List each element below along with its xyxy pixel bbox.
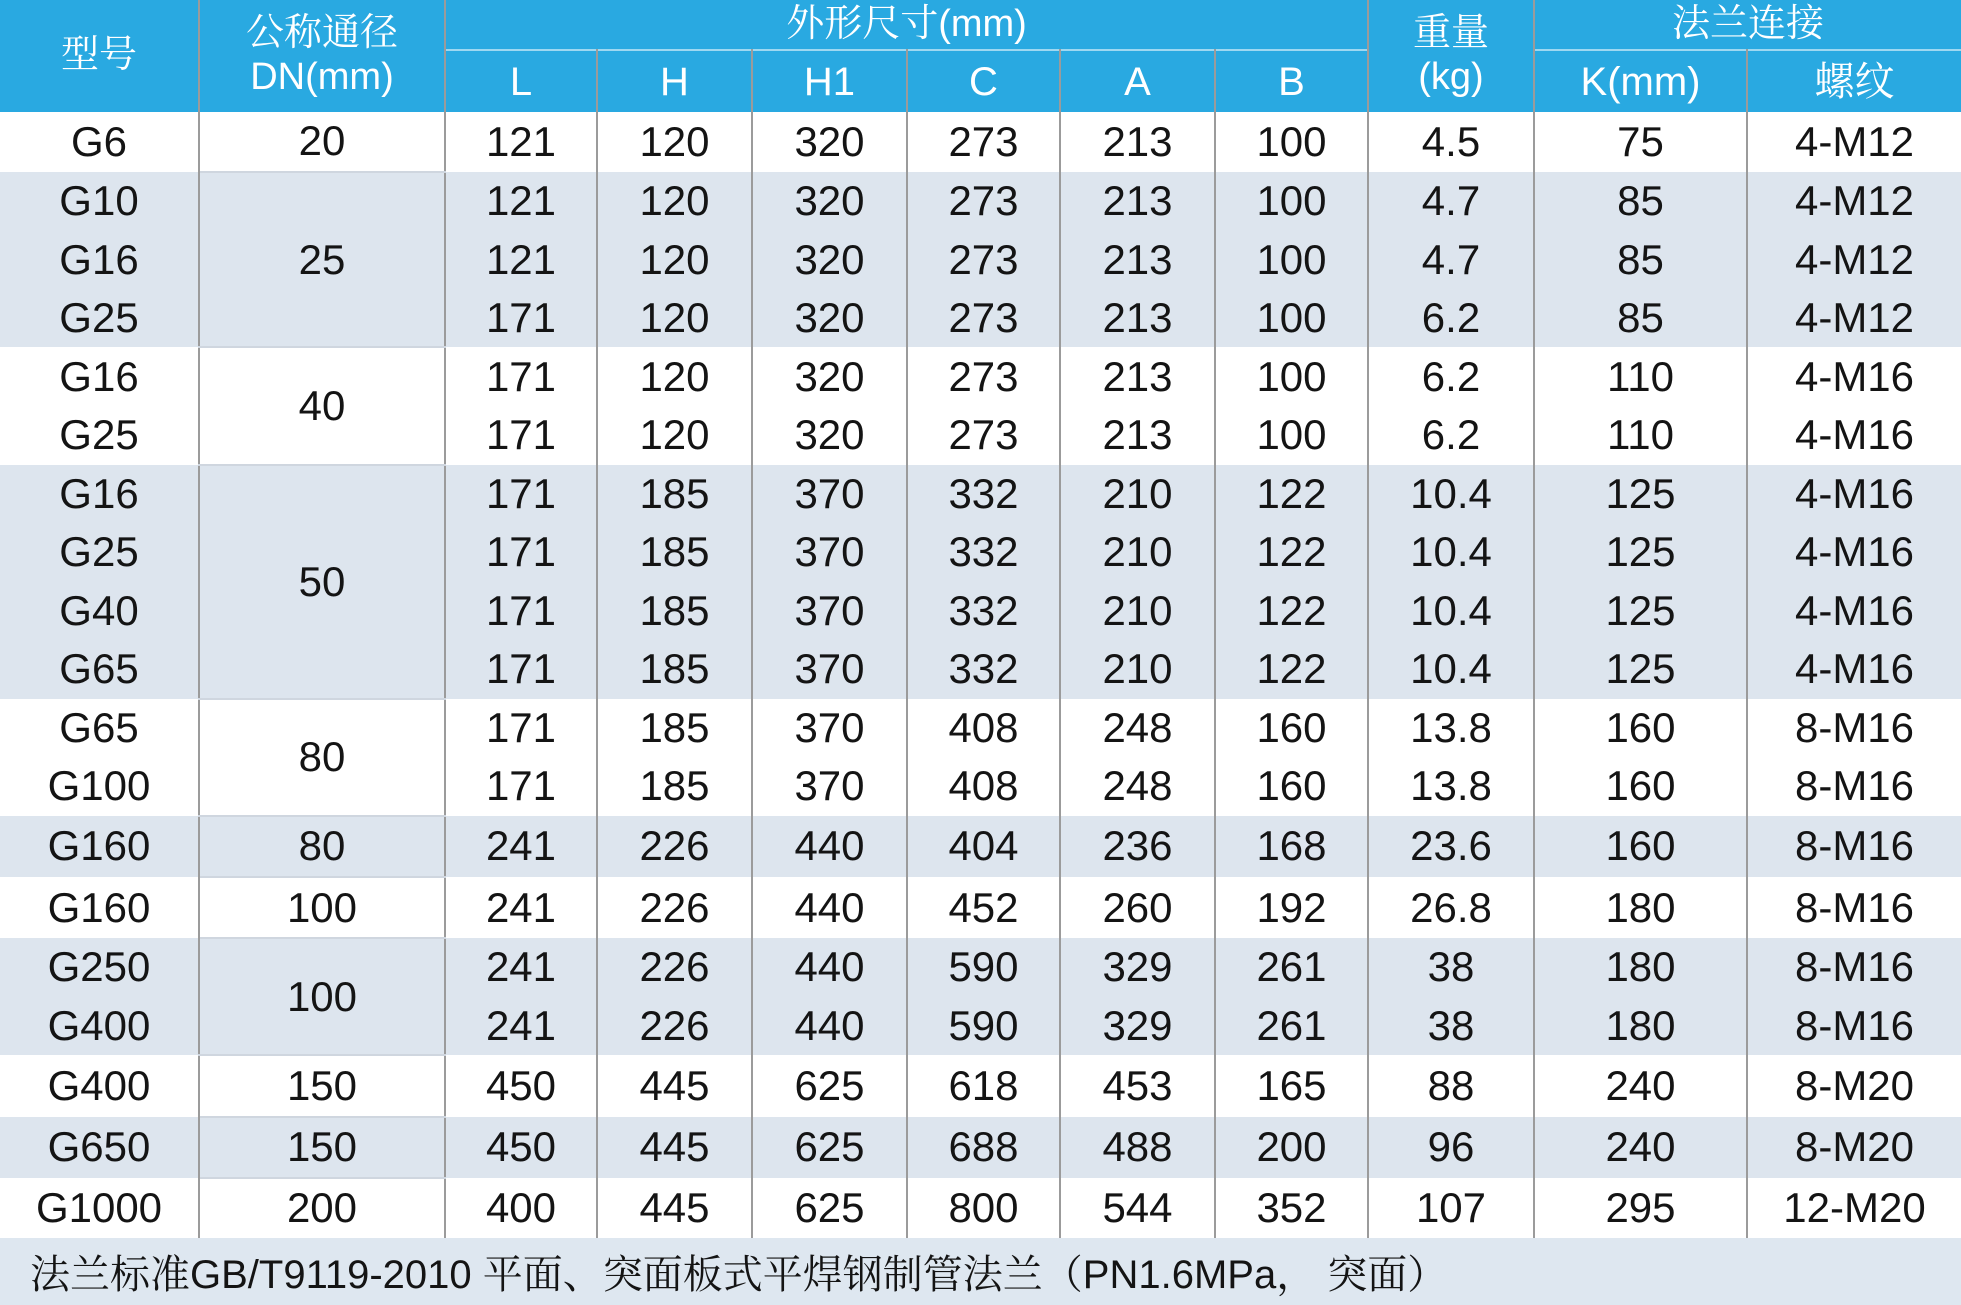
table-row xyxy=(0,465,1961,524)
cell-model: G160 xyxy=(0,816,199,877)
cell-A: 544 xyxy=(1060,1178,1215,1238)
cell-B: 192 xyxy=(1215,877,1368,938)
header-sub-H: H xyxy=(597,50,752,112)
cell-thread: 4-M16 xyxy=(1794,352,1915,400)
cell-K: 110 xyxy=(1534,347,1747,406)
cell-K: 295 xyxy=(1534,1178,1747,1238)
cell-thread: 8-M16 xyxy=(1794,822,1915,870)
cell-H1: 370 xyxy=(752,523,907,582)
cell-model: G25 xyxy=(0,523,199,582)
cell-H1: 440 xyxy=(752,997,907,1056)
cell-C: 408 xyxy=(907,699,1060,758)
cell-model: G25 xyxy=(0,289,199,348)
table-row xyxy=(0,1117,1961,1178)
cell-L: 241 xyxy=(445,877,597,938)
cell-model: G25 xyxy=(0,406,199,465)
cell-model: G16 xyxy=(0,230,199,289)
cell-weight: 38 xyxy=(1368,938,1534,997)
cell-A: 213 xyxy=(1060,289,1215,348)
cell-L: 171 xyxy=(445,523,597,582)
cell-L: 171 xyxy=(445,757,597,816)
cell-thread: 4-M16 xyxy=(1794,586,1915,634)
cell-K: 160 xyxy=(1534,757,1747,816)
cell-H: 226 xyxy=(597,997,752,1056)
cell-thread: 8-M16 xyxy=(1794,703,1915,751)
cell-C: 273 xyxy=(907,289,1060,348)
cell-H: 185 xyxy=(597,757,752,816)
cell-H: 226 xyxy=(597,938,752,997)
cell-dn: 80 xyxy=(199,699,445,816)
cell-weight: 13.8 xyxy=(1368,699,1534,758)
cell-A: 210 xyxy=(1060,582,1215,641)
cell-C: 590 xyxy=(907,938,1060,997)
table-row xyxy=(0,112,1961,172)
cell-model: G160 xyxy=(0,877,199,938)
cell-H: 445 xyxy=(597,1117,752,1178)
cell-thread: 8-M16 xyxy=(1794,883,1915,931)
cell-A: 488 xyxy=(1060,1117,1215,1178)
cell-A: 248 xyxy=(1060,757,1215,816)
cell-H1: 625 xyxy=(752,1055,907,1116)
cell-weight: 13.8 xyxy=(1368,757,1534,816)
cell-A: 329 xyxy=(1060,938,1215,997)
cell-weight: 88 xyxy=(1368,1055,1534,1116)
cell-K: 180 xyxy=(1534,877,1747,938)
cell-H1: 370 xyxy=(752,699,907,758)
table-row xyxy=(0,1055,1961,1116)
cell-H1: 370 xyxy=(752,582,907,641)
cell-C: 688 xyxy=(907,1117,1060,1178)
cell-thread: 4-M12 xyxy=(1794,177,1915,225)
cell-C: 332 xyxy=(907,465,1060,524)
cell-dn: 150 xyxy=(199,1117,445,1178)
cell-weight: 38 xyxy=(1368,997,1534,1056)
cell-thread: 4-M12 xyxy=(1794,235,1915,283)
cell-C: 273 xyxy=(907,347,1060,406)
cell-K: 85 xyxy=(1534,230,1747,289)
footer-note-text: 法兰标准GB/T9119-2010 平面、突面板式平焊钢制管法兰（PN1.6MPa， 突面） xyxy=(30,1253,1448,1297)
header-flange-group: 法兰连接 xyxy=(1534,0,1961,50)
cell-model: G100 xyxy=(0,757,199,816)
cell-dn: 100 xyxy=(199,877,445,938)
header-group-row xyxy=(0,0,1961,50)
cell-model: G400 xyxy=(0,1055,199,1116)
cell-A: 260 xyxy=(1060,877,1215,938)
cell-weight: 6.2 xyxy=(1368,289,1534,348)
cell-model: G6 xyxy=(0,112,199,172)
header-weight xyxy=(1368,0,1534,112)
header-weight-line1: 重量 xyxy=(1412,12,1489,55)
cell-H1: 440 xyxy=(752,877,907,938)
cell-dn: 100 xyxy=(199,938,445,1055)
header-sub-K: K(mm) xyxy=(1534,50,1747,112)
cell-weight: 26.8 xyxy=(1368,877,1534,938)
cell-H: 185 xyxy=(597,699,752,758)
header-sub-A: A xyxy=(1060,50,1215,112)
header-dn xyxy=(199,0,445,112)
table-row xyxy=(0,347,1961,406)
cell-model: G65 xyxy=(0,699,199,758)
cell-model: G40 xyxy=(0,582,199,641)
cell-K: 180 xyxy=(1534,938,1747,997)
header-dimensions-group: 外形尺寸(mm) xyxy=(445,0,1368,50)
cell-L: 171 xyxy=(445,465,597,524)
footer-note xyxy=(0,1238,1961,1305)
header-sub-thread: 螺纹 xyxy=(1747,50,1961,112)
cell-A: 213 xyxy=(1060,230,1215,289)
header-sub-B: B xyxy=(1215,50,1368,112)
cell-K: 240 xyxy=(1534,1055,1747,1116)
cell-A: 210 xyxy=(1060,523,1215,582)
cell-H: 226 xyxy=(597,877,752,938)
cell-weight: 96 xyxy=(1368,1117,1534,1178)
cell-B: 160 xyxy=(1215,757,1368,816)
cell-H1: 625 xyxy=(752,1178,907,1238)
cell-C: 273 xyxy=(907,230,1060,289)
cell-B: 165 xyxy=(1215,1055,1368,1116)
cell-B: 122 xyxy=(1215,582,1368,641)
cell-L: 450 xyxy=(445,1055,597,1116)
cell-dn: 150 xyxy=(199,1055,445,1116)
cell-model: G16 xyxy=(0,347,199,406)
header-dn-line1: 公称通径 xyxy=(245,12,398,55)
cell-H: 120 xyxy=(597,289,752,348)
header-sub-L: L xyxy=(445,50,597,112)
cell-dn: 20 xyxy=(199,112,445,172)
cell-C: 618 xyxy=(907,1055,1060,1116)
cell-H1: 440 xyxy=(752,938,907,997)
cell-L: 121 xyxy=(445,230,597,289)
cell-thread: 4-M12 xyxy=(1794,117,1915,165)
cell-A: 236 xyxy=(1060,816,1215,877)
cell-B: 352 xyxy=(1215,1178,1368,1238)
cell-thread: 4-M16 xyxy=(1794,528,1915,576)
cell-C: 273 xyxy=(907,112,1060,172)
cell-C: 332 xyxy=(907,582,1060,641)
cell-H: 445 xyxy=(597,1178,752,1238)
table-row xyxy=(0,816,1961,877)
cell-thread: 12-M20 xyxy=(1783,1183,1926,1231)
cell-K: 85 xyxy=(1534,172,1747,231)
cell-H1: 320 xyxy=(752,289,907,348)
cell-B: 100 xyxy=(1215,406,1368,465)
cell-H: 185 xyxy=(597,465,752,524)
cell-L: 121 xyxy=(445,112,597,172)
cell-C: 273 xyxy=(907,406,1060,465)
cell-K: 180 xyxy=(1534,997,1747,1056)
cell-H1: 320 xyxy=(752,406,907,465)
cell-C: 590 xyxy=(907,997,1060,1056)
cell-dn: 25 xyxy=(199,172,445,348)
cell-C: 273 xyxy=(907,172,1060,231)
cell-H1: 370 xyxy=(752,465,907,524)
cell-C: 452 xyxy=(907,877,1060,938)
cell-H1: 320 xyxy=(752,230,907,289)
cell-B: 122 xyxy=(1215,465,1368,524)
cell-H: 120 xyxy=(597,406,752,465)
cell-thread: 4-M16 xyxy=(1794,411,1915,459)
cell-H: 185 xyxy=(597,582,752,641)
cell-L: 171 xyxy=(445,289,597,348)
cell-B: 122 xyxy=(1215,523,1368,582)
cell-L: 171 xyxy=(445,699,597,758)
cell-weight: 107 xyxy=(1368,1178,1534,1238)
table-header xyxy=(0,0,1961,112)
cell-L: 241 xyxy=(445,938,597,997)
cell-B: 100 xyxy=(1215,289,1368,348)
cell-thread: 8-M16 xyxy=(1794,1001,1915,1049)
cell-H1: 320 xyxy=(752,112,907,172)
cell-weight: 4.7 xyxy=(1368,230,1534,289)
cell-H: 226 xyxy=(597,816,752,877)
table-row xyxy=(0,1178,1961,1238)
cell-B: 261 xyxy=(1215,997,1368,1056)
cell-weight: 6.2 xyxy=(1368,347,1534,406)
cell-C: 408 xyxy=(907,757,1060,816)
table-row xyxy=(0,172,1961,231)
cell-thread: 8-M20 xyxy=(1794,1123,1915,1171)
cell-H1: 440 xyxy=(752,816,907,877)
cell-A: 248 xyxy=(1060,699,1215,758)
cell-model: G250 xyxy=(0,938,199,997)
cell-model: G1000 xyxy=(0,1178,199,1238)
table-row xyxy=(0,877,1961,938)
cell-model: G10 xyxy=(0,172,199,231)
cell-B: 200 xyxy=(1215,1117,1368,1178)
cell-K: 160 xyxy=(1534,699,1747,758)
table-row xyxy=(0,699,1961,758)
cell-C: 332 xyxy=(907,640,1060,699)
header-sub-H1: H1 xyxy=(752,50,907,112)
cell-weight: 10.4 xyxy=(1368,523,1534,582)
cell-weight: 4.5 xyxy=(1368,112,1534,172)
cell-C: 800 xyxy=(907,1178,1060,1238)
cell-K: 85 xyxy=(1534,289,1747,348)
cell-weight: 23.6 xyxy=(1368,816,1534,877)
cell-H1: 625 xyxy=(752,1117,907,1178)
cell-dn: 80 xyxy=(199,816,445,877)
header-dn-line2: DN(mm) xyxy=(250,56,394,98)
cell-H: 120 xyxy=(597,230,752,289)
cell-weight: 10.4 xyxy=(1368,640,1534,699)
cell-K: 125 xyxy=(1534,582,1747,641)
cell-A: 329 xyxy=(1060,997,1215,1056)
cell-model: G650 xyxy=(0,1117,199,1178)
cell-weight: 6.2 xyxy=(1368,406,1534,465)
cell-K: 75 xyxy=(1534,112,1747,172)
cell-H: 185 xyxy=(597,640,752,699)
cell-thread: 4-M16 xyxy=(1794,645,1915,693)
header-sub-C: C xyxy=(907,50,1060,112)
cell-K: 160 xyxy=(1534,816,1747,877)
cell-L: 241 xyxy=(445,997,597,1056)
cell-thread: 8-M16 xyxy=(1794,943,1915,991)
cell-weight: 4.7 xyxy=(1368,172,1534,231)
cell-H: 445 xyxy=(597,1055,752,1116)
header-model: 型号 xyxy=(0,0,199,112)
spec-table-body xyxy=(0,112,1961,1238)
cell-H1: 320 xyxy=(752,347,907,406)
cell-C: 332 xyxy=(907,523,1060,582)
cell-H: 120 xyxy=(597,347,752,406)
cell-B: 160 xyxy=(1215,699,1368,758)
cell-K: 125 xyxy=(1534,640,1747,699)
cell-B: 261 xyxy=(1215,938,1368,997)
cell-thread: 8-M16 xyxy=(1794,762,1915,810)
cell-A: 213 xyxy=(1060,172,1215,231)
cell-dn: 50 xyxy=(199,465,445,699)
cell-B: 122 xyxy=(1215,640,1368,699)
cell-L: 171 xyxy=(445,406,597,465)
cell-K: 125 xyxy=(1534,465,1747,524)
cell-thread: 8-M20 xyxy=(1794,1061,1915,1109)
cell-H1: 370 xyxy=(752,640,907,699)
cell-L: 171 xyxy=(445,640,597,699)
cell-model: G16 xyxy=(0,465,199,524)
cell-model: G400 xyxy=(0,997,199,1056)
cell-weight: 10.4 xyxy=(1368,582,1534,641)
cell-dn: 40 xyxy=(199,347,445,464)
cell-B: 100 xyxy=(1215,172,1368,231)
cell-B: 100 xyxy=(1215,347,1368,406)
cell-A: 210 xyxy=(1060,465,1215,524)
table-row xyxy=(0,938,1961,997)
cell-L: 171 xyxy=(445,582,597,641)
cell-H: 185 xyxy=(597,523,752,582)
cell-A: 453 xyxy=(1060,1055,1215,1116)
cell-weight: 10.4 xyxy=(1368,465,1534,524)
cell-B: 100 xyxy=(1215,112,1368,172)
cell-model: G65 xyxy=(0,640,199,699)
cell-thread: 4-M16 xyxy=(1794,469,1915,517)
cell-L: 400 xyxy=(445,1178,597,1238)
cell-H1: 320 xyxy=(752,172,907,231)
cell-A: 210 xyxy=(1060,640,1215,699)
cell-H1: 370 xyxy=(752,757,907,816)
cell-K: 125 xyxy=(1534,523,1747,582)
cell-thread: 4-M12 xyxy=(1794,294,1915,342)
cell-A: 213 xyxy=(1060,112,1215,172)
cell-L: 121 xyxy=(445,172,597,231)
cell-B: 100 xyxy=(1215,230,1368,289)
cell-L: 241 xyxy=(445,816,597,877)
cell-L: 450 xyxy=(445,1117,597,1178)
cell-K: 240 xyxy=(1534,1117,1747,1178)
header-weight-line2: (kg) xyxy=(1418,56,1484,98)
cell-L: 171 xyxy=(445,347,597,406)
cell-K: 110 xyxy=(1534,406,1747,465)
cell-A: 213 xyxy=(1060,406,1215,465)
cell-dn: 200 xyxy=(199,1178,445,1238)
cell-A: 213 xyxy=(1060,347,1215,406)
cell-B: 168 xyxy=(1215,816,1368,877)
cell-H: 120 xyxy=(597,172,752,231)
cell-H: 120 xyxy=(597,112,752,172)
cell-C: 404 xyxy=(907,816,1060,877)
